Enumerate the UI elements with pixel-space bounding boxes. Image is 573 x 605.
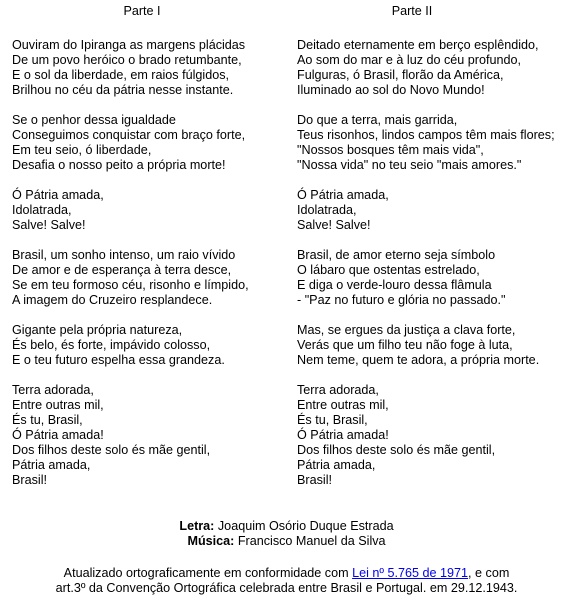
verse-line: Brasil!	[12, 473, 47, 487]
verse-line: "Nossa vida" no teu seio "mais amores."	[297, 158, 522, 172]
part-two-stanza	[297, 323, 569, 368]
verse-line: Desafia o nosso peito a própria morte!	[12, 158, 226, 172]
verse-line: O lábaro que ostentas estrelado,	[297, 263, 480, 277]
footer-text-after: , e com	[468, 566, 510, 580]
footer-line-2: art.3º da Convenção Ortográfica celebrada entre Brasil e Portugal. em 29.12.1943.	[55, 581, 518, 595]
part-one-stanza	[12, 113, 284, 173]
part-one-column	[12, 0, 284, 503]
part-two-column	[297, 0, 569, 503]
verse-line: Teus risonhos, lindos campos têm mais flores;	[297, 128, 555, 142]
verse-line: Fulguras, ó Brasil, florão da América,	[297, 68, 504, 82]
lyrics-author: Joaquim Osório Duque Estrada	[214, 519, 394, 533]
verse-line: Brasil, um sonho intenso, um raio vívido	[12, 248, 236, 262]
verse-line: Salve! Salve!	[12, 218, 86, 232]
verse-line: - "Paz no futuro e glória no passado."	[297, 293, 506, 307]
verse-line: És tu, Brasil,	[297, 413, 368, 427]
part-one-stanza	[12, 248, 284, 308]
verse-line: Iluminado ao sol do Novo Mundo!	[297, 83, 485, 97]
verse-line: Em teu seio, ó liberdade,	[12, 143, 152, 157]
part-two-stanza	[297, 248, 569, 308]
verse-line: E o teu futuro espelha essa grandeza.	[12, 353, 225, 367]
verse-line: Ao som do mar e à luz do céu profundo,	[297, 53, 522, 67]
part-one-stanza	[12, 188, 284, 233]
music-credit	[0, 534, 573, 549]
verse-line: "Nossos bosques têm mais vida",	[297, 143, 484, 157]
part-two-title: Parte II	[391, 4, 433, 18]
verse-line: És tu, Brasil,	[12, 413, 83, 427]
verse-line: Se o penhor dessa igualdade	[12, 113, 176, 127]
verse-line: Idolatrada,	[12, 203, 72, 217]
footer-line-1	[0, 566, 573, 581]
verse-line: Nem teme, quem te adora, a própria morte.	[297, 353, 540, 367]
verse-line: Se em teu formoso céu, risonho e límpido,	[12, 278, 249, 292]
verse-line: A imagem do Cruzeiro resplandece.	[12, 293, 213, 307]
verse-line: E diga o verde-louro dessa flâmula	[297, 278, 492, 292]
music-label: Música:	[187, 534, 235, 548]
verse-line: Entre outras mil,	[297, 398, 389, 412]
verse-line: Idolatrada,	[297, 203, 357, 217]
verse-line: Gigante pela própria natureza,	[12, 323, 183, 337]
verse-line: Brilhou no céu da pátria nesse instante.	[12, 83, 234, 97]
part-one-title: Parte I	[123, 4, 161, 18]
part-two-stanza	[297, 188, 569, 233]
part-one-stanza	[12, 38, 284, 98]
verse-line: De amor e de esperança à terra desce,	[12, 263, 232, 277]
verse-line: Terra adorada,	[297, 383, 379, 397]
part-two-stanza	[297, 113, 569, 173]
music-author: Francisco Manuel da Silva	[234, 534, 386, 548]
verse-line: Ouviram do Ipiranga as margens plácidas	[12, 38, 246, 52]
verse-line: És belo, és forte, impávido colosso,	[12, 338, 211, 352]
lyrics-credit	[0, 519, 573, 534]
part-two-stanzas	[297, 38, 569, 488]
verse-line: Ó Pátria amada!	[297, 428, 389, 442]
verse-line: De um povo heróico o brado retumbante,	[12, 53, 242, 67]
verse-line: Salve! Salve!	[297, 218, 371, 232]
verse-line: Mas, se ergues da justiça a clava forte,	[297, 323, 516, 337]
verse-line: Dos filhos deste solo és mãe gentil,	[12, 443, 211, 457]
verse-line: Dos filhos deste solo és mãe gentil,	[297, 443, 496, 457]
verse-line: Pátria amada,	[12, 458, 91, 472]
verse-line: E o sol da liberdade, em raios fúlgidos,	[12, 68, 230, 82]
verse-line: Brasil!	[297, 473, 332, 487]
footer-note	[0, 566, 573, 596]
verse-line: Pátria amada,	[297, 458, 376, 472]
verse-line: Entre outras mil,	[12, 398, 104, 412]
part-one-stanza	[12, 383, 284, 488]
lyrics-label: Letra:	[179, 519, 215, 533]
verse-line: Deitado eternamente em berço esplêndido,	[297, 38, 539, 52]
part-one-stanzas	[12, 38, 284, 488]
part-one-stanza	[12, 323, 284, 368]
verse-line: Ó Pátria amada,	[297, 188, 389, 202]
verse-line: Terra adorada,	[12, 383, 94, 397]
verse-line: Conseguimos conquistar com braço forte,	[12, 128, 246, 142]
verse-line: Brasil, de amor eterno seja símbolo	[297, 248, 496, 262]
part-two-stanza	[297, 38, 569, 98]
verse-line: Do que a terra, mais garrida,	[297, 113, 458, 127]
law-link[interactable]: Lei nº 5.765 de 1971	[352, 566, 469, 580]
footer-text-before: Atualizado ortograficamente em conformidade com	[63, 566, 353, 580]
verse-line: Verás que um filho teu não foge à luta,	[297, 338, 513, 352]
verse-line: Ó Pátria amada,	[12, 188, 104, 202]
verse-line: Ó Pátria amada!	[12, 428, 104, 442]
credits	[0, 519, 573, 549]
part-two-stanza	[297, 383, 569, 488]
